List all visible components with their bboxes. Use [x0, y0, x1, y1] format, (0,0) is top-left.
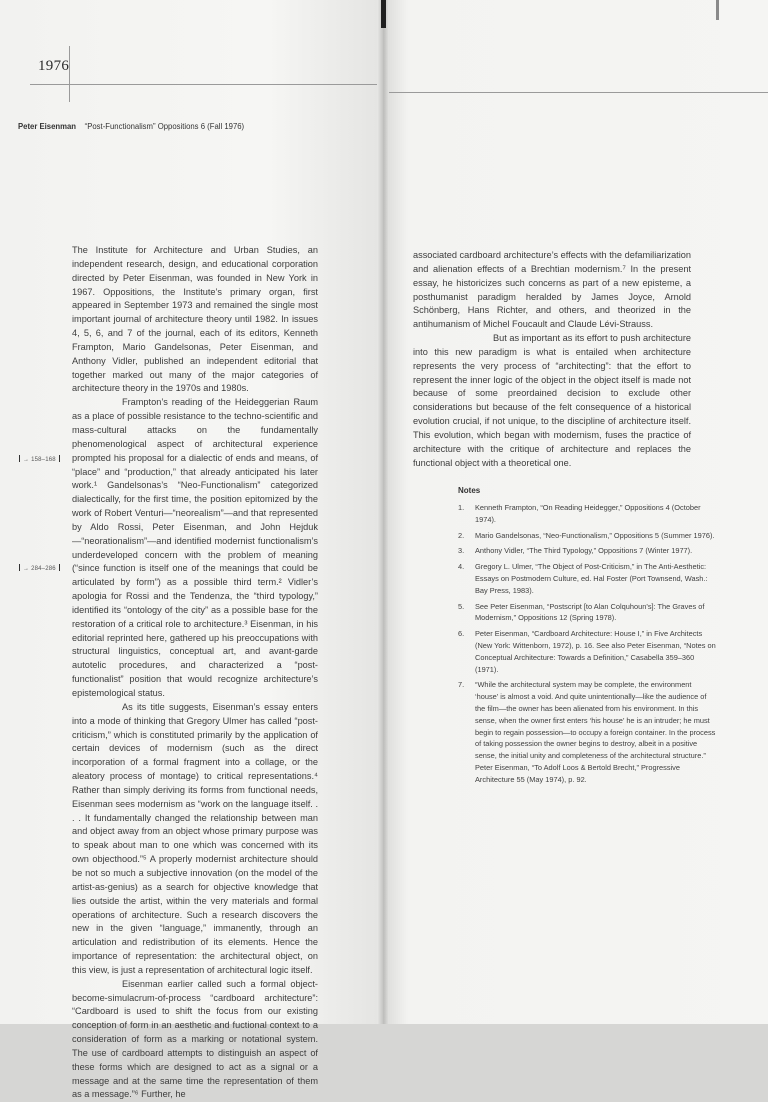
page-year: 1976: [38, 58, 70, 74]
notes-list: [458, 502, 716, 790]
margin-cross-reference: → 158–168: [16, 455, 63, 463]
header-rule-vertical: [69, 46, 70, 102]
byline-author: Peter Eisenman: [18, 121, 77, 131]
right-text-column: [413, 249, 691, 471]
note-item: 2. Mario Gandelsonas, “Neo-Functionalism,” Oppositions 5 (Summer 1976).: [458, 530, 715, 540]
paragraph: Frampton’s reading of the Heideggerian Raum as a place of possible resistance to the techno-scientific and mass-cultural attacks on the fundamentally phenomenological aspect of architectural experience prompted his proposal for a dialectic of ends and means, of “place” and “production,” that already anticipated his later work.¹ Gandelsonas’s “Neo-Functionalism” categorized dialectically, for the first time, the position epitomized by the work of Robert Venturi—“neorealism”—and that represented by Aldo Rossi, Peter Eisenman, and John Hejduk—“neorationalism”—and identified modernist functionalism’s underdeveloped concern with the problem of meaning (“since function is itself one of the meanings that could be articulated by form”) as a possible third term.² Vidler’s apologia for Rossi and the Tendenza, the “third typology,” identified its “ontology of the city” as a possible base for the restoration of a critical role to architecture.³ Eisenman, in his editorial reprinted here, gathered up his preoccupations with structural linguistics, conceptual art, and avant-garde autotelic procedures, and characterized a “post-functionalist” position that would recognize architecture’s epistemological status.: [72, 397, 318, 698]
note-item: 1. Kenneth Frampton, “On Reading Heidegger,” Oppositions 4 (October 1974).: [458, 503, 701, 524]
byline: [18, 121, 244, 131]
note-item: 6. Peter Eisenman, “Cardboard Architecture: House I,” in Five Architects (New York: Wittenborn, 1972), p. 16. See also Peter Eisenman, “Notes on Conceptual Architecture: Towards a Definition,” Casabella 359–360 (1971).: [458, 629, 716, 674]
note-item: 4. Gregory L. Ulmer, “The Object of Post-Criticism,” in The Anti-Aesthetic: Essays on Postmodern Culture, ed. Hal Foster (Port Townsend, Wash.: Bay Press, 1983).: [458, 562, 708, 595]
paragraph: As its title suggests, Eisenman’s essay enters into a mode of thinking that Gregory Ulmer has called “post-criticism,” which is constituted primarily by the application of certain devices of modernism (such as the direct incorporation of a formal fragment into a collage, or the aleatory process of montage) to critical representations.⁴ Rather than simply deriving its forms from functional needs, Eisenman sees modernism as “work on the language itself. . . . It fundamentally changed the relationship between man and object away from an object whose primary purpose was to speak about man to one which was concerned with its own objecthood.”⁵ A properly modernist architecture should be not so much a subjective innovation (on the model of the artist-as-genius) as a search for objective knowledge that lies outside the artist, within the very materials and formal operations of architecture. Such a research discovers the new in the given “language,” immanently, through an articulation and redistribution of its elements. Hence the importance of representation: the architectural object, on this view, is just a representation of architectural logic itself.: [72, 701, 318, 975]
paragraph: associated cardboard architecture’s effects with the defamiliarization and alienation effects of a Brechtian modernism.⁷ In the present essay, he historicizes such concerns as part of a new episteme, a posthumanist paradigm heralded by James Joyce, Arnold Schönberg, Hans Richter, and others, and theorized in the antihumanism of Michel Foucault and Claude Lévi-Strauss.: [413, 250, 691, 330]
left-text-column: [72, 244, 318, 1102]
paragraph: The Institute for Architecture and Urban Studies, an independent research, design, and educational corporation directed by Peter Eisenman, was founded in New York in 1967. Oppositions, the Institute’s primary organ, first appeared in September 1973 and remained the single most important journal of architecture theory until 1982. In issues 4, 5, 6, and 7 of the journal, each of its editors, Kenneth Frampton, Mario Gandelsonas, Peter Eisenman, and Anthony Vidler, published an independent editorial that together marked out many of the major categories of architecture theory in the 1970s and 1980s.: [72, 245, 318, 394]
left-page: [0, 0, 383, 1100]
paragraph: Eisenman earlier called such a formal object-become-simulacrum-of-process “cardboard architecture”: “Cardboard is used to shift the focus from our existing conception of form in an aesthetic and fuctional context to a consideration of form as a marking or notational system. The use of cardboard attempts to distinguish an aspect of these forms which are designed to act as a signal or a message and at the same time the representation of them as a message.”⁶ Further, he: [72, 978, 318, 1100]
header-rule: [30, 84, 383, 85]
note-item: 5. See Peter Eisenman, “Postscript [to Alan Colquhoun’s]: The Graves of Modernism,” Oppositions 12 (Spring 1978).: [458, 601, 705, 623]
note-item: 3. Anthony Vidler, “The Third Typology,” Oppositions 7 (Winter 1977).: [458, 546, 693, 556]
note-item: 7. “While the architectural system may be complete, the environment ‘house’ is almost a void. And quite unintentionally—like the audience of the film—the owner has been alienated from his environment. In this sense, when the owner first enters ‘his house’ he is an intruder; he must begin to regain possession—to occupy a foreign container. In the process of taking possession the owner begins to destroy, albeit in a positive sense, the initial unity and completeness of the architectural structure.” Peter Eisenman, “To Adolf Loos & Bertold Brecht,” Progressive Architecture 55 (May 1974), p. 92.: [458, 680, 716, 784]
header-rule: [385, 92, 768, 93]
paragraph: But as important as its effort to push architecture into this new paradigm is what is entailed when architecture represents the very process of “architecting”: that the effort to represent the inner logic of the object in the object itself is made not because of some preordained decision to exclude other considerations but because of the felt consequence of a historical evolution crucial, if not unique, to the discipline of architecture itself. This evolution, which began with modernism, fuses the practice of architecture with the critique of architecture and replaces the functional object with a theoretical one.: [413, 333, 691, 468]
margin-cross-reference: → 284–286: [16, 564, 63, 572]
byline-title: “Post-Functionalism” Oppositions 6 (Fall 1976): [84, 121, 245, 131]
binding-clip-mark: [381, 0, 386, 28]
book-gutter: [377, 0, 389, 1024]
binding-clip-mark: [716, 0, 719, 20]
right-page: [385, 0, 768, 1024]
notes-heading: Notes: [458, 486, 481, 495]
